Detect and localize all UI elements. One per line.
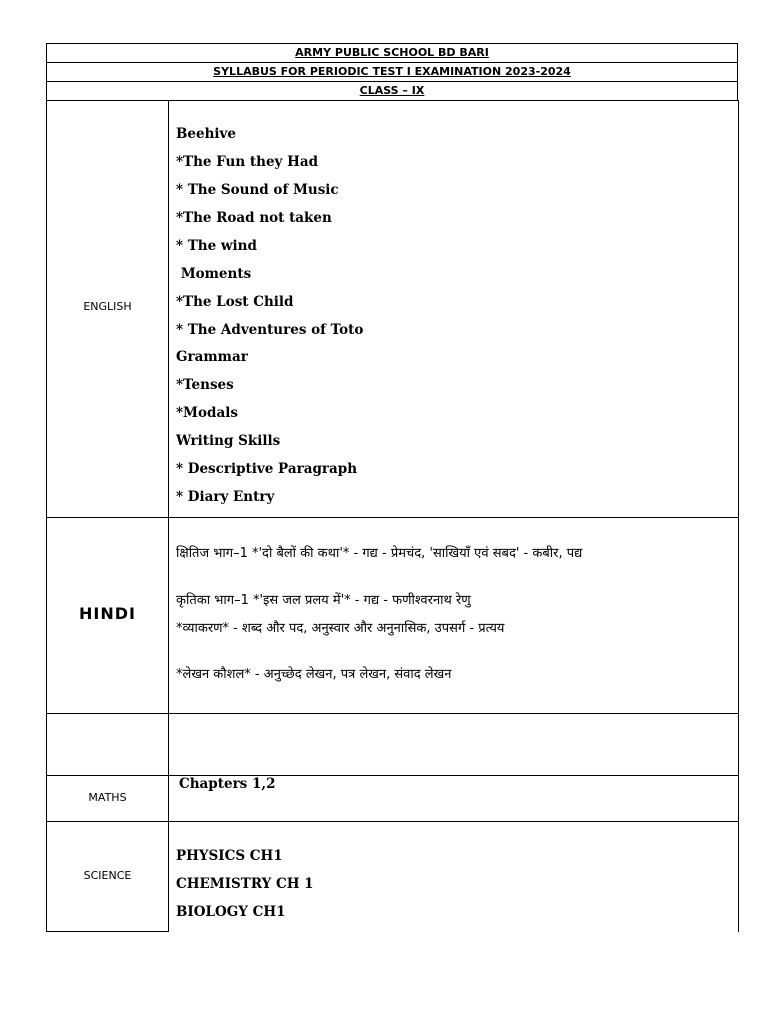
- english-line: *Tenses: [176, 377, 234, 393]
- subject-maths: MATHS: [88, 791, 127, 804]
- table-column-divider: [168, 100, 169, 932]
- english-line: Beehive: [176, 126, 236, 142]
- english-line: * The Adventures of Toto: [176, 322, 364, 338]
- syllabus-title: SYLLABUS FOR PERIODIC TEST I EXAMINATION 2023-2024: [46, 62, 738, 82]
- school-name: ARMY PUBLIC SCHOOL BD BARI: [46, 43, 738, 63]
- english-line: Moments: [176, 266, 252, 282]
- hindi-paragraph: *व्याकरण* - शब्द और पद, अनुस्वार और अनुनासिक, उपसर्ग - प्रत्यय: [176, 621, 505, 636]
- row-divider-english: [46, 517, 739, 518]
- row-divider-maths: [46, 821, 739, 822]
- science-line: PHYSICS CH1: [176, 848, 283, 864]
- english-line: *The Lost Child: [176, 294, 294, 310]
- hindi-paragraph: क्षितिज भाग–1 *'दो बैलों की कथा'* - गद्य - प्रेमचंद, 'साखियाँ एवं सबद' - कबीर, पद्य: [176, 546, 583, 561]
- maths-content: Chapters 1,2: [179, 776, 276, 792]
- science-line: BIOLOGY CH1: [176, 904, 286, 920]
- subject-english: ENGLISH: [83, 300, 132, 313]
- science-line: CHEMISTRY CH 1: [176, 876, 314, 892]
- english-line: * The Sound of Music: [176, 182, 339, 198]
- english-line: *The Fun they Had: [176, 154, 319, 170]
- table-right-border: [738, 100, 739, 932]
- english-line: * The wind: [176, 238, 257, 254]
- english-line: * Diary Entry: [176, 489, 275, 505]
- hindi-paragraph: *लेखन कौशल* - अनुच्छेद लेखन, पत्र लेखन, संवाद लेखन: [176, 667, 452, 682]
- subject-science: SCIENCE: [83, 869, 132, 882]
- english-line: * Descriptive Paragraph: [176, 461, 358, 477]
- hindi-paragraph: कृतिका भाग–1 *'इस जल प्रलय में'* - गद्य - फणीश्वरनाथ रेणु: [176, 593, 471, 608]
- subject-hindi: HINDI: [79, 604, 136, 623]
- english-line: *Modals: [176, 405, 238, 421]
- row-divider-empty: [46, 775, 739, 776]
- row-divider-hindi: [46, 713, 739, 714]
- table-bottom-border: [46, 931, 169, 932]
- english-line: Grammar: [176, 349, 248, 365]
- english-line: Writing Skills: [176, 433, 281, 449]
- class-label: CLASS – IX: [46, 81, 738, 101]
- table-left-border: [46, 100, 47, 932]
- english-line: *The Road not taken: [176, 210, 332, 226]
